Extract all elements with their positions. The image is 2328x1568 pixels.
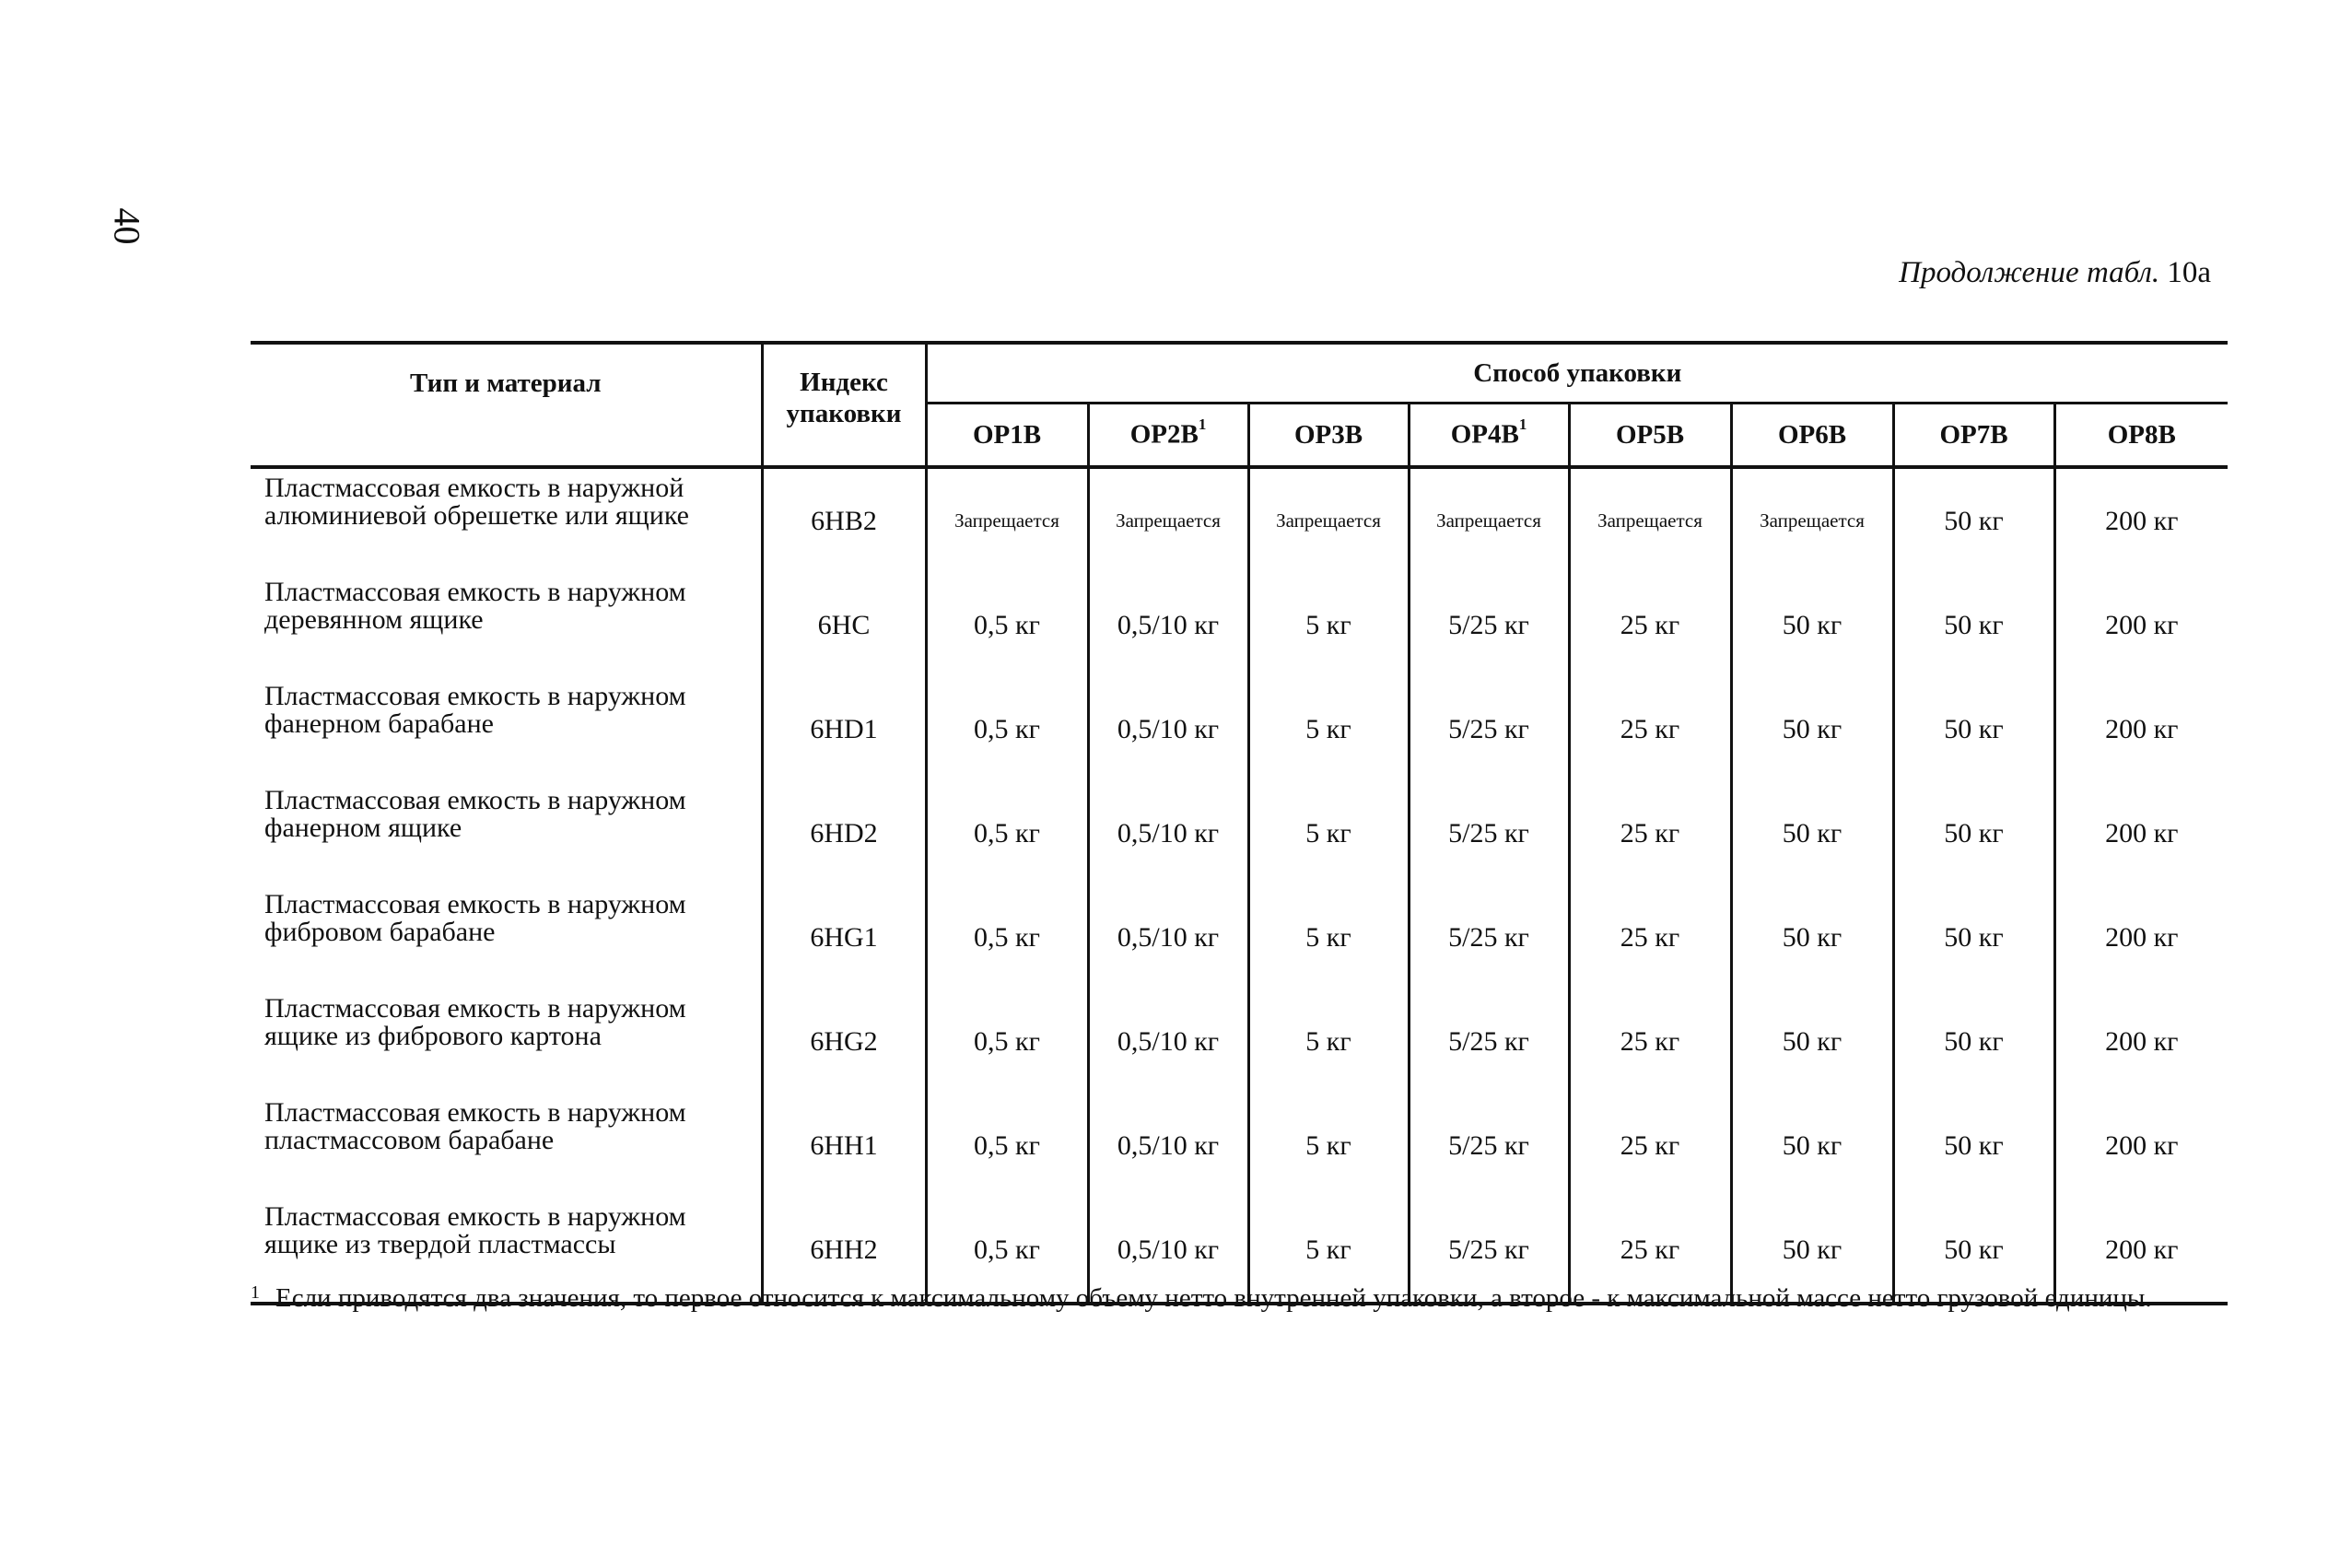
value-cell: 50 кг <box>1893 781 2054 885</box>
value-cell: 50 кг <box>1893 989 2054 1094</box>
value-cell: 0,5/10 кг <box>1088 1094 1248 1198</box>
value-cell: 200 кг <box>2054 573 2228 677</box>
value-cell: 5 кг <box>1248 573 1409 677</box>
value-cell: Запрещается <box>1731 467 1893 573</box>
header-index: Индекс упаковки <box>762 343 926 467</box>
table-row <box>251 781 2228 885</box>
header-method-group: Способ упаковки <box>926 343 2228 404</box>
footnote-text: Если приводятся два значения, то первое относится к максимальному объему нетто внутренней упаковки, а второе - к максимальной массе нетто грузовой единицы. <box>275 1283 2152 1313</box>
value-cell: 50 кг <box>1731 989 1893 1094</box>
method-label: ОР6В <box>1777 419 1847 450</box>
footnote-reference: 1 <box>1518 415 1527 434</box>
index-cell: 6НС <box>762 573 926 677</box>
index-cell: 6НН2 <box>762 1198 926 1304</box>
value-cell: 50 кг <box>1731 573 1893 677</box>
table-row <box>251 677 2228 781</box>
value-cell: 25 кг <box>1569 573 1731 677</box>
value-cell: 5 кг <box>1248 781 1409 885</box>
table-row <box>251 989 2228 1094</box>
value-cell: 5/25 кг <box>1409 781 1569 885</box>
value-cell: 0,5 кг <box>926 885 1088 989</box>
footnote <box>251 1281 2231 1315</box>
value-cell: 50 кг <box>1893 885 2054 989</box>
table-row <box>251 885 2228 989</box>
value-cell: Запрещается <box>926 467 1088 573</box>
value-cell: 0,5 кг <box>926 781 1088 885</box>
material-cell: Пластмассовая емкость в наружном фибровом барабане <box>264 889 686 947</box>
material-cell: Пластмассовая емкость в наружном деревянном ящике <box>264 577 686 635</box>
value-cell: 0,5/10 кг <box>1088 573 1248 677</box>
value-cell: 50 кг <box>1731 781 1893 885</box>
value-cell: 0,5/10 кг <box>1088 781 1248 885</box>
header-method-2 <box>1088 404 1248 468</box>
value-cell: 0,5 кг <box>926 573 1088 677</box>
value-cell: 50 кг <box>1731 677 1893 781</box>
value-cell: 5 кг <box>1248 677 1409 781</box>
index-cell: 6HD1 <box>762 677 926 781</box>
value-cell: 25 кг <box>1569 1198 1731 1304</box>
value-cell: 0,5 кг <box>926 1198 1088 1304</box>
packaging-table <box>251 341 2228 1305</box>
value-cell: 25 кг <box>1569 989 1731 1094</box>
value-cell: 200 кг <box>2054 677 2228 781</box>
header-material: Тип и материал <box>251 343 762 467</box>
value-cell: 0,5/10 кг <box>1088 989 1248 1094</box>
method-label: ОР2В <box>1129 419 1199 450</box>
value-cell: 0,5 кг <box>926 989 1088 1094</box>
header-method-6 <box>1731 404 1893 468</box>
value-cell: 5/25 кг <box>1409 573 1569 677</box>
material-cell: Пластмассовая емкость в наружном фанерном ящике <box>264 785 686 843</box>
value-cell: 0,5/10 кг <box>1088 677 1248 781</box>
material-cell: Пластмассовая емкость в наружном фанерном барабане <box>264 681 686 739</box>
method-label: ОР8В <box>2107 419 2176 450</box>
table-reference: 10а <box>2167 256 2211 289</box>
page-number: 40 <box>106 207 148 245</box>
value-cell: 50 кг <box>1731 885 1893 989</box>
value-cell: 5 кг <box>1248 1094 1409 1198</box>
value-cell: 25 кг <box>1569 885 1731 989</box>
value-cell: 25 кг <box>1569 781 1731 885</box>
header-method-8 <box>2054 404 2228 468</box>
index-cell: 6HD2 <box>762 781 926 885</box>
header-method-7 <box>1893 404 2054 468</box>
material-cell: Пластмассовая емкость в наружной алюминиевой обрешетке или ящике <box>264 473 689 531</box>
footnote-reference: 1 <box>1198 415 1207 434</box>
value-cell: 200 кг <box>2054 989 2228 1094</box>
table-row <box>251 573 2228 677</box>
value-cell: 5/25 кг <box>1409 677 1569 781</box>
value-cell: Запрещается <box>1088 467 1248 573</box>
table-row <box>251 467 2228 573</box>
value-cell: 200 кг <box>2054 1094 2228 1198</box>
material-cell: Пластмассовая емкость в наружном ящике из твердой пластмассы <box>251 1198 762 1304</box>
index-cell: 6НВ2 <box>762 467 926 573</box>
value-cell: Запрещается <box>1569 467 1731 573</box>
table-body <box>251 467 2228 1304</box>
value-cell: 0,5 кг <box>926 677 1088 781</box>
index-cell: 6HG2 <box>762 989 926 1094</box>
value-cell: 50 кг <box>1731 1198 1893 1304</box>
value-cell: 50 кг <box>1893 467 2054 573</box>
header-method-1 <box>926 404 1088 468</box>
footnote-mark: 1 <box>251 1282 260 1303</box>
header-method-5 <box>1569 404 1731 468</box>
header-method-3 <box>1248 404 1409 468</box>
value-cell: 25 кг <box>1569 1094 1731 1198</box>
value-cell: 0,5 кг <box>926 1094 1088 1198</box>
value-cell: 50 кг <box>1893 573 2054 677</box>
value-cell: 5 кг <box>1248 885 1409 989</box>
table-row <box>251 1094 2228 1198</box>
value-cell: 5/25 кг <box>1409 1198 1569 1304</box>
value-cell: 50 кг <box>1731 1094 1893 1198</box>
value-cell: 25 кг <box>1569 677 1731 781</box>
table-continuation-caption <box>1899 256 2211 290</box>
value-cell: 200 кг <box>2054 1198 2228 1304</box>
value-cell: 50 кг <box>1893 1094 2054 1198</box>
value-cell: Запрещается <box>1409 467 1569 573</box>
method-label: ОР1В <box>972 419 1042 450</box>
value-cell: 5 кг <box>1248 1198 1409 1304</box>
value-cell: 5/25 кг <box>1409 1094 1569 1198</box>
value-cell: 200 кг <box>2054 781 2228 885</box>
method-label: ОР3В <box>1293 419 1363 450</box>
continuation-label: Продолжение табл. <box>1899 256 2160 289</box>
value-cell: 0,5/10 кг <box>1088 1198 1248 1304</box>
index-cell: 6НН1 <box>762 1094 926 1198</box>
value-cell: 0,5/10 кг <box>1088 885 1248 989</box>
material-cell: Пластмассовая емкость в наружном ящике из фибрового картона <box>264 993 686 1051</box>
value-cell: 5/25 кг <box>1409 989 1569 1094</box>
value-cell: 5/25 кг <box>1409 885 1569 989</box>
method-label: ОР7В <box>1939 419 2008 450</box>
value-cell: Запрещается <box>1248 467 1409 573</box>
material-cell: Пластмассовая емкость в наружном пластмассовом барабане <box>264 1097 686 1155</box>
table-header <box>251 343 2228 467</box>
method-label: ОР5В <box>1615 419 1685 450</box>
value-cell: 50 кг <box>1893 1198 2054 1304</box>
header-method-4 <box>1409 404 1569 468</box>
index-cell: 6HG1 <box>762 885 926 989</box>
value-cell: 5 кг <box>1248 989 1409 1094</box>
value-cell: 50 кг <box>1893 677 2054 781</box>
value-cell: 200 кг <box>2054 467 2228 573</box>
value-cell: 200 кг <box>2054 885 2228 989</box>
method-label: ОР4В <box>1450 419 1519 450</box>
